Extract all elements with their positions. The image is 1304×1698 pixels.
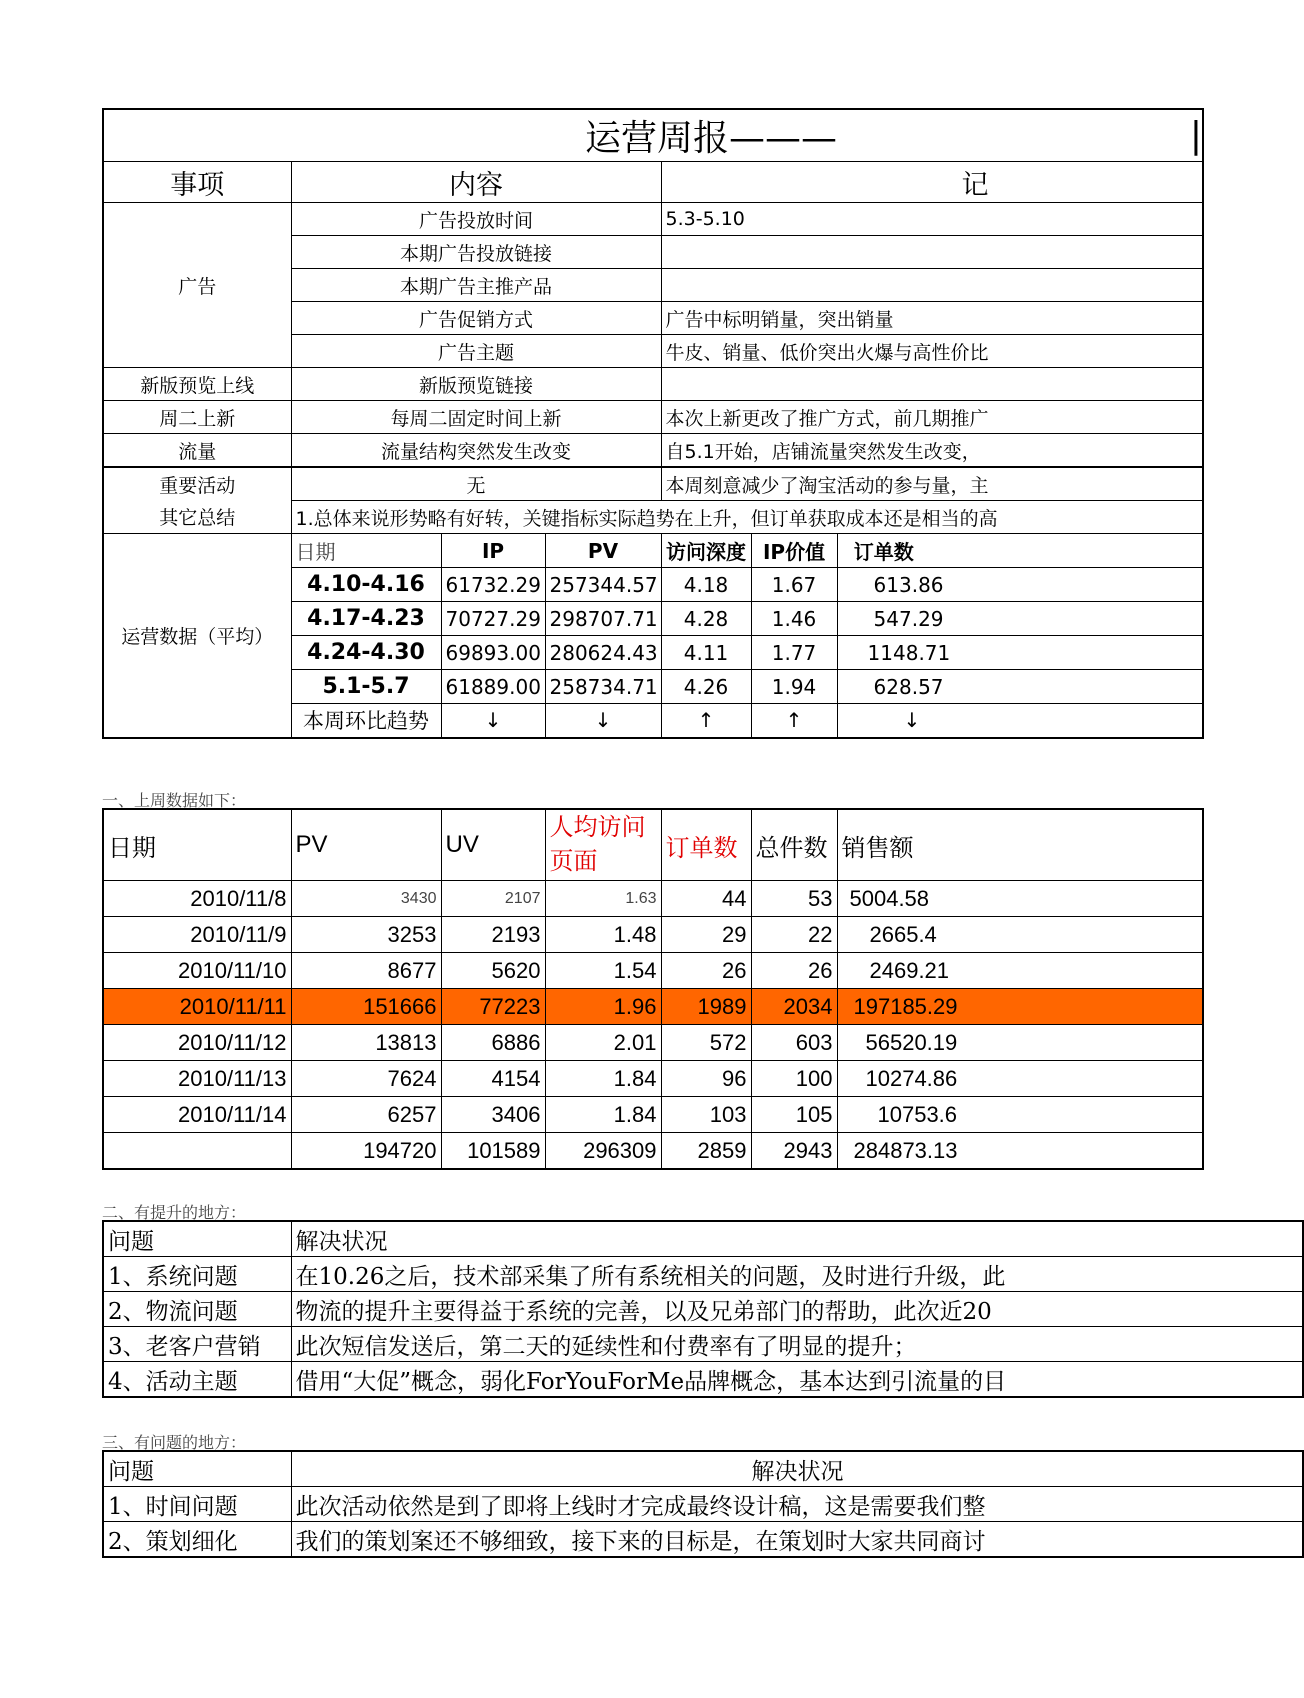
col-header: UV	[441, 809, 545, 881]
cell: 1.48	[545, 917, 661, 953]
category-preview: 新版预览上线	[103, 368, 291, 401]
col-header: 解决状况	[291, 1451, 1303, 1487]
category-ad: 广告	[103, 203, 291, 368]
cell: 101589	[441, 1133, 545, 1170]
cell: 5004.58	[837, 881, 1203, 917]
traffic-label: 流量结构突然发生改变	[291, 434, 661, 468]
cell: 2010/11/10	[103, 953, 291, 989]
daily-data-table	[102, 808, 1204, 1170]
summary-text: 1.总体来说形势略有好转，关键指标实际趋势在上升，但订单获取成本还是相当的高	[291, 501, 1203, 534]
cell: 8677	[291, 953, 441, 989]
cell: 在10.26之后，技术部采集了所有系统相关的问题，及时进行升级，此	[291, 1257, 1303, 1292]
table-row	[103, 917, 1203, 953]
ops-cell: 4.26	[661, 670, 751, 704]
cell: 3430	[291, 881, 441, 917]
ops-cell: 1.67	[751, 568, 837, 602]
cell: 4154	[441, 1061, 545, 1097]
table-row	[103, 1292, 1303, 1327]
table-row	[103, 881, 1203, 917]
table-row	[103, 1362, 1303, 1398]
event-value: 本周刻意减少了淘宝活动的参与量，主	[661, 467, 1203, 501]
ad-label: 本期广告主推产品	[291, 269, 661, 302]
category-summary: 其它总结	[103, 501, 291, 534]
problems-table	[102, 1450, 1304, 1558]
cell: 1.54	[545, 953, 661, 989]
cell: 26	[751, 953, 837, 989]
ops-cell: 61889.00	[441, 670, 545, 704]
ops-cell: 258734.71	[545, 670, 661, 704]
cell: 296309	[545, 1133, 661, 1170]
table-row	[103, 1097, 1203, 1133]
cell: 我们的策划案还不够细致，接下来的目标是，在策划时大家共同商讨	[291, 1522, 1303, 1558]
table-row	[103, 1257, 1303, 1292]
table-row	[103, 953, 1203, 989]
cell: 103	[661, 1097, 751, 1133]
report-title: 运营周报———	[103, 109, 837, 162]
cell: 1.84	[545, 1061, 661, 1097]
cell: 6257	[291, 1097, 441, 1133]
ops-date: 5.1-5.7	[291, 670, 441, 704]
ad-value: 牛皮、销量、低价突出火爆与高性价比	[661, 335, 1203, 368]
ops-trend: ↓	[837, 704, 1203, 738]
ad-label: 广告主题	[291, 335, 661, 368]
cell: 77223	[441, 989, 545, 1025]
event-label: 无	[291, 467, 661, 501]
new-arrival-label: 每周二固定时间上新	[291, 401, 661, 434]
cell: 194720	[291, 1133, 441, 1170]
ops-trend: ↑	[751, 704, 837, 738]
cell: 100	[751, 1061, 837, 1097]
ad-value: 广告中标明销量，突出销量	[661, 302, 1203, 335]
section-title: 一、上周数据如下：	[102, 791, 247, 810]
ops-cell: 70727.29	[441, 602, 545, 636]
ops-trend: ↓	[545, 704, 661, 738]
table-row	[103, 1522, 1303, 1558]
col-header: 问题	[103, 1451, 291, 1487]
cell: 5620	[441, 953, 545, 989]
cell: 2010/11/12	[103, 1025, 291, 1061]
cell: 2010/11/14	[103, 1097, 291, 1133]
cell: 物流的提升主要得益于系统的完善，以及兄弟部门的帮助，此次近20	[291, 1292, 1303, 1327]
cell: 借用“大促”概念，弱化ForYouForMe品牌概念，基本达到引流量的目	[291, 1362, 1303, 1398]
table-row	[103, 1327, 1303, 1362]
section-title: 二、有提升的地方：	[102, 1203, 247, 1222]
col-header: 问题	[103, 1221, 291, 1257]
table-row	[103, 1487, 1303, 1522]
ops-header: IP价值	[751, 534, 837, 568]
cell: 2859	[661, 1133, 751, 1170]
cell: 572	[661, 1025, 751, 1061]
cell: 2.01	[545, 1025, 661, 1061]
cell: 44	[661, 881, 751, 917]
cell: 此次活动依然是到了即将上线时才完成最终设计稿，这是需要我们整	[291, 1487, 1303, 1522]
cell: 2010/11/11	[103, 989, 291, 1025]
cell: 2010/11/9	[103, 917, 291, 953]
ops-date: 4.17-4.23	[291, 602, 441, 636]
ops-trend: ↑	[661, 704, 751, 738]
header-record: 记	[661, 162, 1203, 203]
cell: 2943	[751, 1133, 837, 1170]
ops-cell: 1.46	[751, 602, 837, 636]
col-header: 总件数	[751, 809, 837, 881]
cell: 4、活动主题	[103, 1362, 291, 1398]
new-arrival-value: 本次上新更改了推广方式，前几期推广	[661, 401, 1203, 434]
table-row-highlighted	[103, 989, 1203, 1025]
header-content: 内容	[291, 162, 661, 203]
ops-cell: 1.94	[751, 670, 837, 704]
cell: 3406	[441, 1097, 545, 1133]
section-title: 三、有问题的地方：	[102, 1433, 247, 1452]
cell: 56520.19	[837, 1025, 1203, 1061]
ops-cell: 280624.43	[545, 636, 661, 670]
report-sheet	[102, 108, 1203, 1588]
ops-cell: 4.11	[661, 636, 751, 670]
traffic-value: 自5.1开始，店铺流量突然发生改变，	[661, 434, 1203, 468]
ops-cell: 61732.29	[441, 568, 545, 602]
ops-cell: 613.86	[837, 568, 1203, 602]
cell: 10274.86	[837, 1061, 1203, 1097]
category-ops: 运营数据（平均）	[103, 534, 291, 738]
ops-trend: ↓	[441, 704, 545, 738]
ops-header: IP	[441, 534, 545, 568]
preview-value	[661, 368, 1203, 401]
cell: 2010/11/13	[103, 1061, 291, 1097]
cell: 96	[661, 1061, 751, 1097]
cell: 2107	[441, 881, 545, 917]
ops-header: 订单数	[837, 534, 1203, 568]
ad-label: 广告促销方式	[291, 302, 661, 335]
cell: 1.96	[545, 989, 661, 1025]
category-event: 重要活动	[103, 467, 291, 501]
ops-date: 4.10-4.16	[291, 568, 441, 602]
ops-date: 4.24-4.30	[291, 636, 441, 670]
ops-cell: 1.77	[751, 636, 837, 670]
category-new-arrival: 周二上新	[103, 401, 291, 434]
ops-cell: 257344.57	[545, 568, 661, 602]
ops-trend-label: 本周环比趋势	[291, 704, 441, 738]
cell: 1、时间问题	[103, 1487, 291, 1522]
col-header: 解决状况	[291, 1221, 1303, 1257]
category-traffic: 流量	[103, 434, 291, 468]
ops-header: PV	[545, 534, 661, 568]
ops-header: 日期	[291, 534, 441, 568]
ops-cell: 4.28	[661, 602, 751, 636]
ops-header: 访问深度	[661, 534, 751, 568]
cell: 1.84	[545, 1097, 661, 1133]
table-row-total	[103, 1133, 1203, 1170]
cell: 2034	[751, 989, 837, 1025]
cell: 2、策划细化	[103, 1522, 291, 1558]
header-item: 事项	[103, 162, 291, 203]
cell: 13813	[291, 1025, 441, 1061]
cell: 105	[751, 1097, 837, 1133]
cell: 22	[751, 917, 837, 953]
ops-cell: 547.29	[837, 602, 1203, 636]
ops-cell: 1148.71	[837, 636, 1203, 670]
ops-cell: 298707.71	[545, 602, 661, 636]
weekly-report-table: 运营周报——— | 事项 内容 记 广告 广告投放时间 5.3-5.10 本期广告投放链接 本期广告主推产品 广告促销方式 广告中标明销量，突出销量 广告主题 牛皮、销量、低价突出火爆与高性价比 新版预览上线 新版预览链接 周二上新 每周二固定时间上新 本次上新更改了推广方式，前几期推广 流量 流量结构突然发生改变 自5.1开始，店铺流量突然发生改变， 重要活动 无 本周刻意减少了淘宝活动的参与量，主 其它总结 1.总体来说形势略有好转，关键指标实际趋势在上升，但订单获取成本还是相当的高 运营数据（平均） 日期 IP PV 访问深度 IP价值 订单数 4.10-4.16 61732.29 257344.57 4.18 1.67 613.86 4.17-4.23 70727.29 298707.71 4.28 1.46 547.29 4.24-4.30 69893.00 280624.43 4.11 1.77 1148.71 5.1-5.7 61889.00 258734.71 4.26 1.94 628.57 本周环比趋势 ↓ ↓ ↑ ↑ ↓	[102, 108, 1204, 739]
cell: 1.63	[545, 881, 661, 917]
col-header: 销售额	[837, 809, 1203, 881]
preview-label: 新版预览链接	[291, 368, 661, 401]
cell: 603	[751, 1025, 837, 1061]
cell: 10753.6	[837, 1097, 1203, 1133]
cell: 1989	[661, 989, 751, 1025]
cell: 7624	[291, 1061, 441, 1097]
ad-label: 广告投放时间	[291, 203, 661, 236]
cell: 151666	[291, 989, 441, 1025]
col-header: 人均访问页面	[545, 809, 661, 881]
ad-label: 本期广告投放链接	[291, 236, 661, 269]
cell: 2193	[441, 917, 545, 953]
ad-value	[661, 269, 1203, 302]
cell	[103, 1133, 291, 1170]
cell: 26	[661, 953, 751, 989]
cell: 3、老客户营销	[103, 1327, 291, 1362]
cell: 2010/11/8	[103, 881, 291, 917]
table-row	[103, 1025, 1203, 1061]
table-row	[103, 1061, 1203, 1097]
ops-cell: 628.57	[837, 670, 1203, 704]
col-header: 订单数	[661, 809, 751, 881]
col-header: PV	[291, 809, 441, 881]
ad-value	[661, 236, 1203, 269]
ops-cell: 69893.00	[441, 636, 545, 670]
ad-value: 5.3-5.10	[661, 203, 1203, 236]
cell: 此次短信发送后，第二天的延续性和付费率有了明显的提升；	[291, 1327, 1303, 1362]
cell: 197185.29	[837, 989, 1203, 1025]
col-header: 日期	[103, 809, 291, 881]
cell: 29	[661, 917, 751, 953]
improvements-table	[102, 1220, 1304, 1398]
cell: 284873.13	[837, 1133, 1203, 1170]
cell: 3253	[291, 917, 441, 953]
cell: 6886	[441, 1025, 545, 1061]
cell: 1、系统问题	[103, 1257, 291, 1292]
ops-cell: 4.18	[661, 568, 751, 602]
cell: 53	[751, 881, 837, 917]
cell: 2665.4	[837, 917, 1203, 953]
cell: 2469.21	[837, 953, 1203, 989]
cell: 2、物流问题	[103, 1292, 291, 1327]
